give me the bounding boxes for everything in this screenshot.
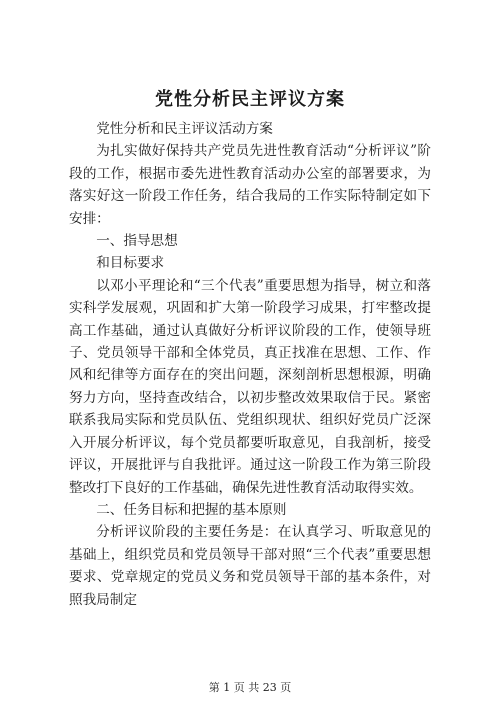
page-number-footer: 第 1 页 共 23 页 bbox=[208, 681, 292, 694]
paragraph-guiding-thought: 以邓小平理论和“三个代表”重要思想为指导，树立和落实科学发展观，巩固和扩大第一阶段学习成果，打牢整改提高工作基础，通过认真做好分析评议阶段的工作，使领导班子、党员领导干部和全体党员，真正找准在思想、工作、作风和纪律等方面存在的突出问题，深刻剖析思想根源，明确努力方向，坚持查改结合，以初步整改效果取信于民。紧密联系我局实际和党员队伍、党组织现状、组织好党员广泛深入开展分析评议，每个党员都要听取意见，自我剖析，接受评议，开展批评与自我批评。通过这一阶段工作为第三阶段整改打下良好的工作基础，确保先进性教育活动取得实效。 bbox=[69, 277, 431, 496]
paragraph-intro: 为扎实做好保持共产党员先进性教育活动“分析评议”阶段的工作，根据市委先进性教育活动办公室的部署要求，为落实好这一阶段工作任务，结合我局的工作实际特制定如下安排： bbox=[69, 143, 431, 227]
paragraph-subtitle: 党性分析和民主评议活动方案 bbox=[96, 121, 273, 137]
document-title: 党性分析民主评议方案 bbox=[155, 89, 345, 110]
section-heading-1: 一、指导思想 bbox=[96, 233, 178, 250]
paragraph-main-tasks: 分析评议阶段的主要任务是：在认真学习、听取意见的基础上，组织党员和党员领导干部对照“三个代表”重要思想要求、党章规定的党员义务和党员领导干部的基本条件，对照我局制定 bbox=[69, 524, 431, 608]
document-body bbox=[69, 118, 431, 611]
section-heading-2: 二、任务目标和把握的基本原则 bbox=[96, 501, 287, 518]
section-heading-1-cont: 和目标要求 bbox=[96, 255, 165, 272]
